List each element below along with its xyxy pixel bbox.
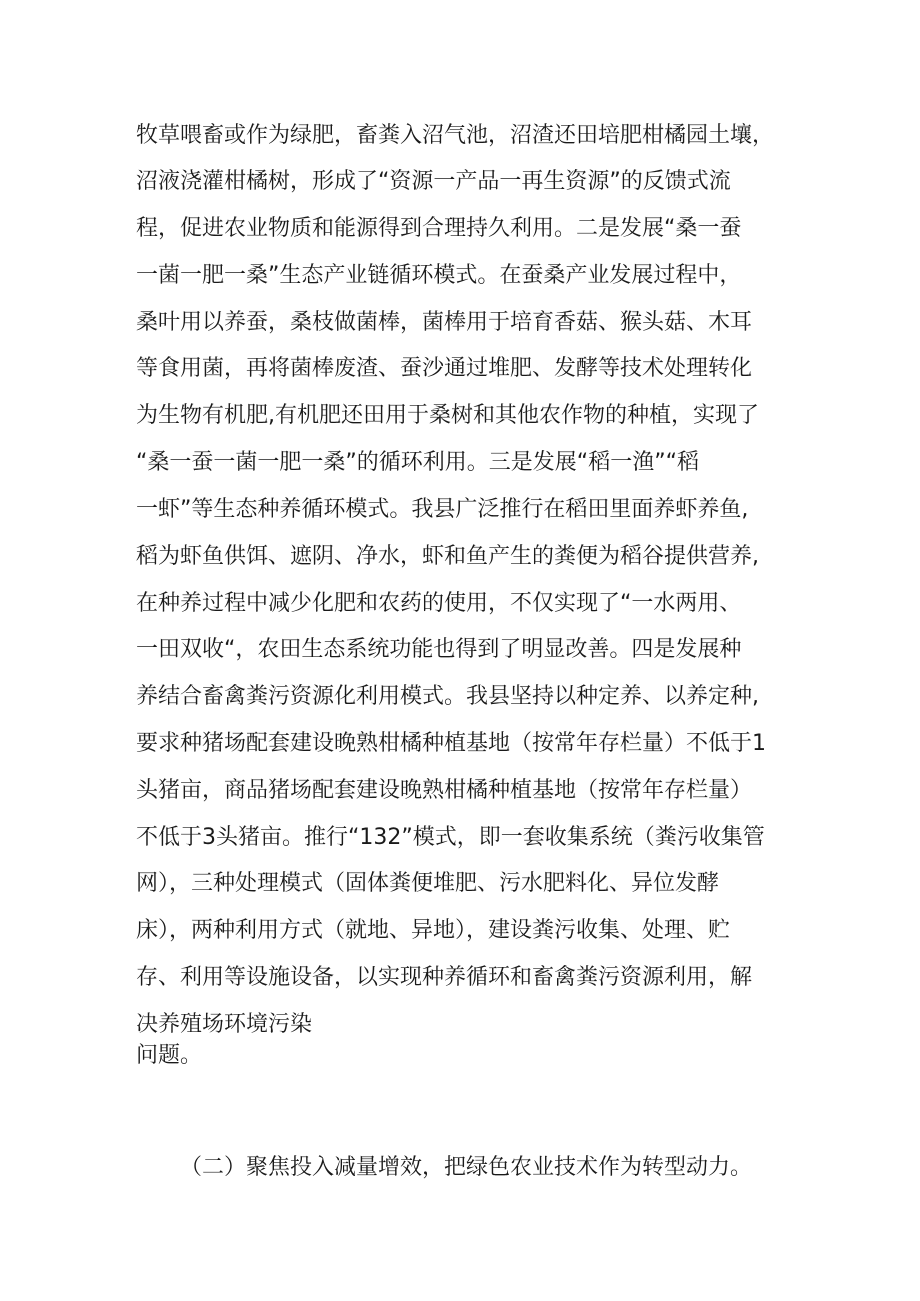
paragraph-line: 稻为虾鱼供饵、遮阴、净水，虾和鱼产生的粪便为稻谷提供营养, bbox=[136, 544, 759, 569]
paragraph-line: 决养殖场环境污染 bbox=[136, 1012, 313, 1037]
paragraph-line: 网），三种处理模式（固体粪便堆肥、污水肥料化、异位发酵 bbox=[136, 871, 720, 896]
paragraph-line: 存、利用等设施设备，以实现种养循环和畜禽粪污资源利用，解 bbox=[136, 965, 753, 990]
paragraph-line: 养结合畜禽粪污资源化利用模式。我县坚持以种定养、以养定种, bbox=[136, 684, 759, 709]
paragraph-line: 一虾”等生态种养循环模式。我县广泛推行在稻田里面养虾养鱼, bbox=[136, 497, 749, 522]
paragraph-line: 头猪亩，商品猪场配套建设晚熟柑橘种植基地（按常年存栏量） bbox=[136, 778, 753, 803]
paragraph-line: 床），两种利用方式（就地、异地），建设粪污收集、处理、贮 bbox=[136, 918, 731, 943]
paragraph-line: 沼液浇灌柑橘树，形成了“资源一产品一再生资源”的反馈式流 bbox=[136, 169, 731, 194]
paragraph-line: 桑叶用以养蚕，桑枝做菌棒，菌棒用于培育香菇、猴头菇、木耳 bbox=[136, 310, 753, 335]
paragraph-line: 一田双收“，农田生态系统功能也得到了明显改善。四是发展种 bbox=[136, 637, 742, 662]
paragraph-line: 要求种猪场配套建设晚熟柑橘种植基地（按常年存栏量）不低于1 bbox=[136, 731, 766, 756]
paragraph-line: 在种养过程中减少化肥和农药的使用，不仅实现了“一水两用、 bbox=[136, 591, 742, 616]
paragraph-line: “桑一蚕一菌一肥一桑”的循环利用。三是发展“稻一渔”“稻 bbox=[136, 450, 699, 475]
paragraph-line: 等食用菌，再将菌棒废渣、蚕沙通过堆肥、发酵等技术处理转化 bbox=[136, 356, 753, 381]
paragraph-line: 不低于3头猪亩。推行“132”模式，即一套收集系统（粪污收集管 bbox=[136, 825, 765, 850]
paragraph-line: 问题。 bbox=[136, 1043, 203, 1068]
paragraph-line: 为生物有机肥,有机肥还田用于桑树和其他农作物的种植，实现了 bbox=[136, 403, 759, 428]
paragraph-line: 牧草喂畜或作为绿肥，畜粪入沼气池，沼渣还田培肥柑橘园土壤， bbox=[136, 123, 775, 148]
section-heading: （二）聚焦投入减量增效，把绿色农业技术作为转型动力。 bbox=[180, 1155, 753, 1180]
paragraph-line: 一菌一肥一桑”生态产业链循环模式。在蚕桑产业发展过程中， bbox=[136, 263, 742, 288]
paragraph-line: 程，促进农业物质和能源得到合理持久利用。二是发展“桑一蚕 bbox=[136, 216, 742, 241]
